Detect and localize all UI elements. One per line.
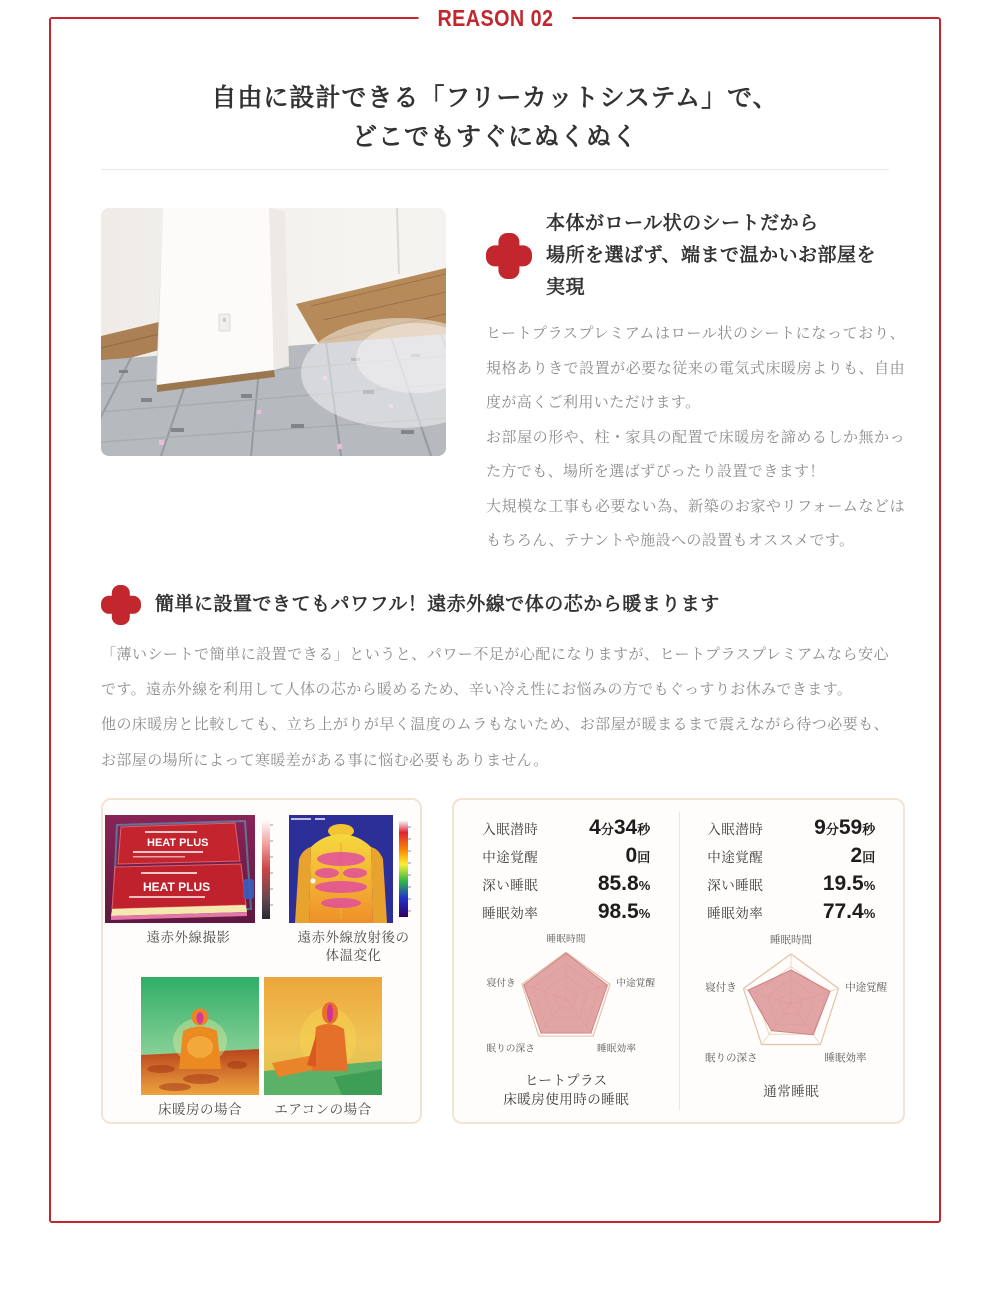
feature1-heading-line3: 実現 [546,277,586,299]
feature1-body [486,317,905,559]
aircon-caption: エアコンの場合 [274,1102,372,1118]
radar-chart-heatplus [468,930,664,1071]
floorheating-thermal-image [141,977,259,1095]
svg-text:中途覚醒: 中途覚醒 [845,981,888,994]
plus-icon [101,585,141,625]
stat-label: 入眠潜時 [707,821,764,837]
evidence-boxes [101,798,905,1124]
section-title-line1: 自由に設計できる「フリーカットシステム」で、 [211,84,779,112]
stat-row [482,872,650,900]
section-title [75,79,915,157]
stat-row [707,900,875,928]
stat-label: 深い睡眠 [707,877,764,893]
stat-value: 19.5% [822,871,876,895]
sleep-stats [707,816,875,928]
section-title-line2: どこでもすぐにぬくぬく [351,122,638,151]
sleep-panel [452,798,905,1124]
thermal-row1 [103,815,420,965]
thermal-sheet-caption: 遠赤外線撮影 [146,929,231,945]
feature2-section [101,585,889,778]
aircon-thermal-image [264,977,382,1095]
feature1-heading-row [486,208,905,305]
stat-label: 深い睡眠 [482,877,539,893]
svg-text:睡眠効率: 睡眠効率 [824,1051,867,1064]
stat-value: 77.4% [822,899,876,923]
stat-value: 4分34秒 [589,815,651,839]
feature1-heading-line2: 場所を選ばず、端まで温かいお部屋を [546,244,876,266]
thermal-row2 [103,977,420,1119]
svg-text:眠りの深さ: 眠りの深さ [705,1051,758,1064]
reason-section [49,5,941,1223]
svg-text:睡眠時間: 睡眠時間 [770,933,813,946]
stat-value: 85.8% [597,871,651,895]
feature1-row [101,208,905,559]
reason-badge: REASON 02 [418,2,572,34]
stat-row [482,900,650,928]
plus-icon [486,233,532,279]
stat-label: 睡眠効率 [707,905,764,921]
feature1-text-column [486,208,905,559]
svg-text:寝付き: 寝付き [705,981,738,994]
stat-value: 98.5% [597,899,651,923]
stat-label: 入眠潜時 [482,821,539,837]
stat-label: 中途覚醒 [482,849,539,865]
feature2-heading: 簡単に設置できてもパワフル！遠赤外線で体の芯から暖まります [155,593,720,615]
feature2-heading-row [101,585,889,625]
divider [101,169,889,170]
thermal-panel [101,798,422,1124]
feature1-paragraph: お部屋の形や、柱・家具の配置で床暖房を諦めるしか無かった方でも、場所を選ばずぴったり設置できます！ [486,428,905,481]
reason-badge-wrap [51,2,939,34]
svg-text:睡眠効率: 睡眠効率 [597,1043,637,1055]
svg-text:HEAT PLUS: HEAT PLUS [142,879,210,894]
feature1-paragraph: ヒートプラスプレミアムはロール状のシートになっており、規格ありきで設置が必要な従来の電気式床暖房よりも、自由度が高くご利用いただけます。 [486,325,905,412]
stat-row [707,844,875,872]
aircon-thermal-figure [264,977,382,1119]
stat-value: 9分59秒 [814,815,876,839]
feature1-paragraph: 大規模な工事も必要ない為、新築のお家やリフォームなどはもちろん、テナントや施設への設置もオススメです。 [486,497,905,550]
svg-text:眠りの深さ: 眠りの深さ [486,1043,536,1055]
feature1-heading [546,208,876,305]
svg-text:HEAT PLUS: HEAT PLUS [146,836,209,849]
stat-label: 中途覚醒 [707,849,764,865]
stat-row [482,844,650,872]
thermal-body-caption: 遠赤外線放射後の 体温変化 [297,929,410,964]
installation-photo-image [101,208,446,456]
thermal-sheet-image [105,815,273,923]
sleep-stats [482,816,650,928]
feature2-body [101,637,889,778]
svg-text:睡眠時間: 睡眠時間 [546,933,586,945]
stat-row [707,816,875,844]
radar-chart-normal [693,930,889,1082]
thermal-sheet-figure [105,815,273,947]
feature2-paragraph: 他の床暖房と比較しても、立ち上がりが早く温度のムラもないため、お部屋が暖まるまで震えながら待つ必要も、お部屋の場所によって寒暖差がある事に悩む必要もありません。 [101,716,889,769]
feature2-paragraph: 「薄いシートで簡単に設置できる」というと、パワー不足が心配になりますが、ヒートプラスプレミアムなら安心です。遠赤外線を利用して人体の芯から暖めるため、辛い冷え性にお悩みの方でもぐっすりお休みできます。 [101,645,889,699]
stat-row [707,872,875,900]
stat-label: 睡眠効率 [482,905,539,921]
installation-photo [101,208,446,456]
chart-caption: ヒートプラス 床暖房使用時の睡眠 [503,1072,630,1108]
sleep-column-normal [679,812,904,1110]
stat-value: 2回 [850,843,876,867]
thermal-body-figure [289,815,419,965]
feature1-heading-line1: 本体がロール状のシートだから [546,212,819,234]
chart-caption: 通常睡眠 [763,1083,820,1099]
svg-text:中途覚醒: 中途覚醒 [616,977,656,989]
floorheating-caption: 床暖房の場合 [158,1102,242,1118]
svg-text:寝付き: 寝付き [486,977,517,989]
stat-value: 0回 [625,843,651,867]
stat-row [482,816,650,844]
floorheating-thermal-figure [141,977,259,1119]
sleep-column-heatplus [454,812,679,1110]
thermal-body-image [289,815,419,923]
